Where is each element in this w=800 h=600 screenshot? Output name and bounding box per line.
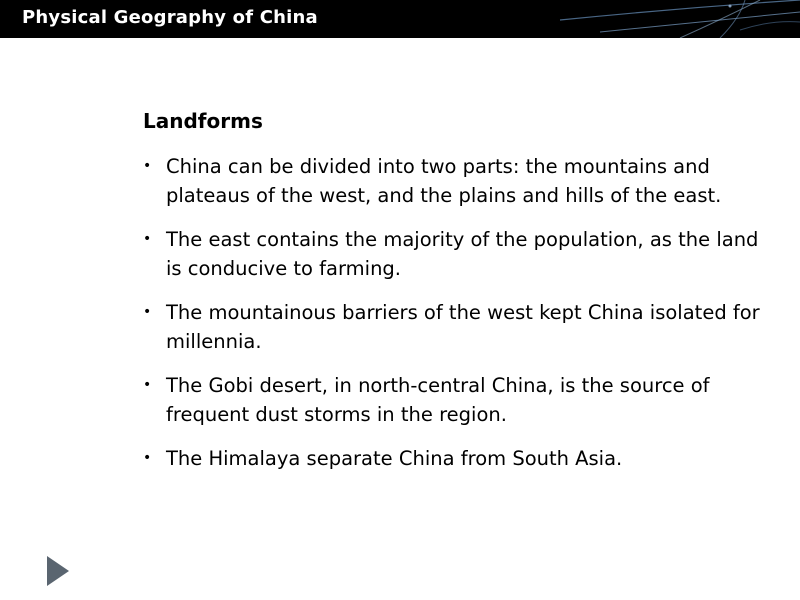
bullet-text: China can be divided into two parts: the mountains and plateaus of the west, and the plains and hills of the east. (166, 155, 722, 207)
slide-title: Physical Geography of China (22, 7, 318, 28)
bullet-dot: • (143, 158, 152, 174)
bullet-item (143, 152, 763, 210)
bullet-text: The Gobi desert, in north-central China, is the source of frequent dust storms in the region. (166, 374, 710, 426)
bullet-item (143, 444, 763, 473)
play-arrow-icon[interactable] (47, 556, 69, 586)
bullet-item (143, 225, 763, 283)
slide-content (143, 108, 763, 488)
bullet-text: The Himalaya separate China from South Asia. (166, 447, 623, 470)
bullet-dot: • (143, 450, 152, 466)
bullet-dot: • (143, 231, 152, 247)
bullet-text: The mountainous barriers of the west kept China isolated for millennia. (166, 301, 760, 353)
bullet-dot: • (143, 377, 152, 393)
bullet-item (143, 298, 763, 356)
bullet-text: The east contains the majority of the population, as the land is conducive to farming. (166, 228, 759, 280)
bullet-list (143, 152, 763, 473)
title-bar (0, 0, 800, 38)
bullet-item (143, 371, 763, 429)
section-heading: Landforms (143, 109, 263, 133)
bullet-dot: • (143, 304, 152, 320)
